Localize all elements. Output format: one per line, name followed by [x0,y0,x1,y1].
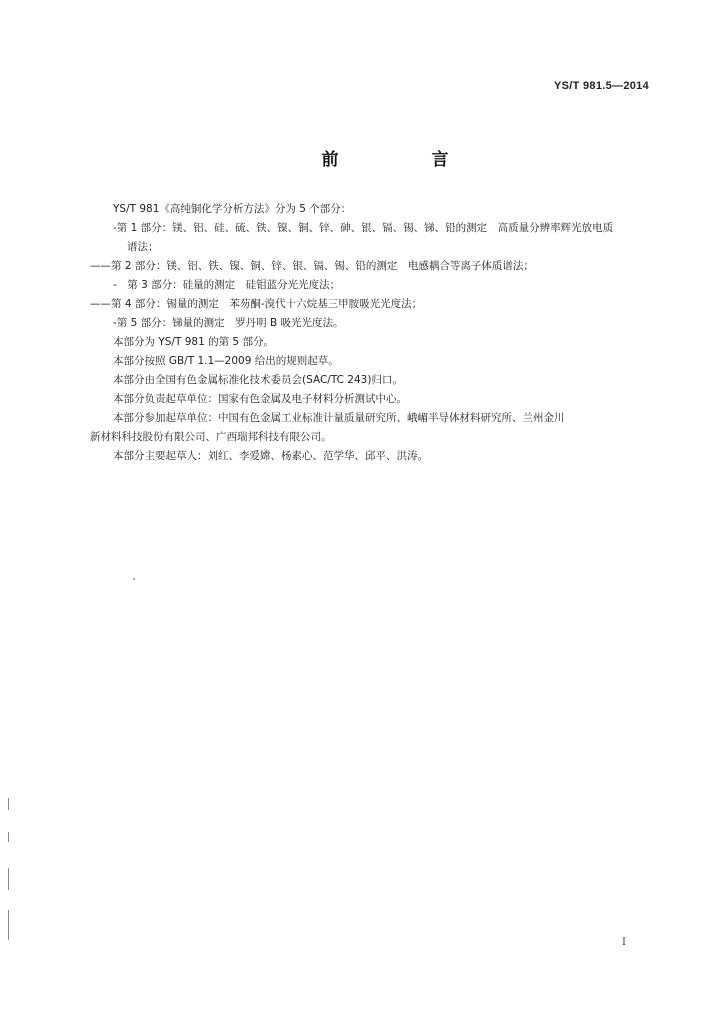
scan-artifact [133,578,135,580]
paragraph-committee: 本部分由全国有色金属标准化技术委员会(SAC/TC 243)归口。 [113,374,403,386]
paragraph-drafters: 本部分主要起草人：刘红、李爱嫦、杨素心、范学华、邱平、洪涛。 [113,450,428,462]
page-title: 前 言 [321,150,487,170]
list-item-part-4: ——第 4 部分：锡量的测定 苯芴酮-溴代十六烷基三甲胺吸光光度法； [90,298,423,310]
scan-artifact [8,910,9,940]
list-item-part-3: - 第 3 部分：硅量的测定 硅钼蓝分光光度法； [113,279,341,291]
paragraph-series-intro: YS/T 981《高纯铜化学分析方法》分为 5 个部分： [113,203,352,215]
scan-artifact [8,798,9,810]
paragraph-drafting-rules: 本部分按照 GB/T 1.1—2009 给出的规则起草。 [113,355,339,367]
list-item-part-1-continued: 谱法； [127,241,159,253]
paragraph-participating-units-continued: 新材料科技股份有限公司、广西瑞邦科技有限公司。 [90,431,332,443]
scan-artifact [8,832,9,842]
paragraph-participating-units: 本部分参加起草单位：中国有色金属工业标准计量质量研究所、峨嵋半导体材料研究所、兰州金川 [113,412,565,424]
page-number: I [622,937,626,948]
list-item-part-1: -第 1 部分：镁、铝、硅、硫、铁、镍、铜、锌、砷、银、镉、锡、锑、铅的测定 高质量分辨率辉光放电质 [113,222,614,234]
list-item-part-5: -第 5 部分：锑量的测定 罗丹明 B 吸光光度法。 [113,317,344,329]
foreword-body [90,200,650,466]
scan-artifact [8,868,9,890]
standard-code: YS/T 981.5—2014 [553,80,649,92]
paragraph-responsible-unit: 本部分负责起草单位：国家有色金属及电子材料分析测试中心。 [113,393,407,405]
list-item-part-2: ——第 2 部分：镁、铝、铁、镍、铜、锌、银、镉、锡、铅的测定 电感耦合等离子体质谱法； [90,260,534,272]
paragraph-part-number: 本部分为 YS/T 981 的第 5 部分。 [113,336,274,348]
